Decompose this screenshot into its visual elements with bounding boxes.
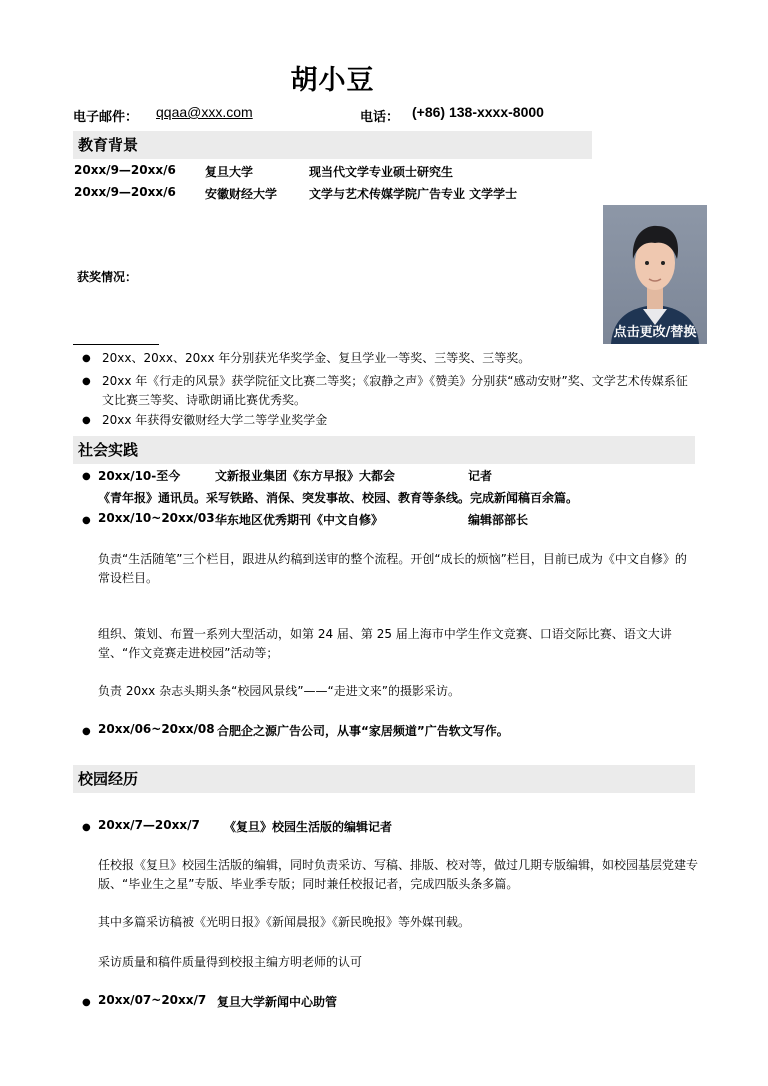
email-value[interactable]: qqaa@xxx.com [156, 104, 253, 120]
campus-title: 校园经历 [78, 770, 139, 788]
campus-period: 20xx/07~20xx/7 [98, 993, 207, 1007]
bullet-icon: ● [82, 376, 91, 387]
email-label: 电子邮件： [73, 110, 139, 125]
edu-period: 20xx/9—20xx/6 [74, 185, 176, 199]
bullet-icon: ● [82, 471, 91, 482]
practice-text: 合肥企之源广告公司，从事“家居频道”广告软文写作。 [217, 724, 509, 738]
edu-school: 安徽财经大学 [205, 187, 278, 201]
practice-title: 社会实践 [78, 441, 139, 459]
education-header [73, 131, 592, 159]
practice-header [73, 436, 695, 464]
practice-org: 文新报业集团《东方早报》大都会 [215, 469, 396, 483]
practice-role: 记者 [468, 469, 493, 483]
bullet-icon: ● [82, 822, 91, 833]
profile-photo[interactable] [603, 205, 707, 344]
bullet-icon: ● [82, 997, 91, 1008]
campus-role: 《复旦》校园生活版的编辑记者 [224, 820, 393, 834]
campus-paragraph: 任校报《复旦》校园生活版的编辑，同时负责采访、写稿、排版、校对等，做过几期专版编辑，如校园基层党建专版、“毕业生之星”专版、毕业季专版；同时兼任校报记者，完成四版头条多篇。 [98, 858, 699, 891]
award-item: 20xx 年获得安徽财经大学二等学业奖学金 [102, 413, 328, 427]
practice-paragraph: 负责“生活随笔”三个栏目，跟进从约稿到送审的整个流程。开创“成长的烦恼”栏目，目前已成为《中文自修》的常设栏目。 [98, 552, 687, 585]
campus-header [73, 765, 695, 793]
resume-name: 胡小豆 [290, 65, 375, 96]
awards-label: 获奖情况： [77, 270, 138, 284]
campus-paragraph: 采访质量和稿件质量得到校报主编方明老师的认可 [98, 955, 363, 969]
edu-period: 20xx/9—20xx/6 [74, 163, 176, 177]
education-row [0, 163, 600, 179]
award-item: 20xx、20xx、20xx 年分别获光华奖学金、复旦学业一等奖、三等奖、三等奖。 [102, 351, 531, 365]
phone-value: (+86) 138-xxxx-8000 [412, 104, 544, 120]
edu-major: 现当代文学专业硕士研究生 [309, 165, 454, 179]
photo-caption[interactable]: 点击更改/替换 [613, 325, 697, 340]
practice-org: 华东地区优秀期刊《中文自修》 [215, 513, 384, 527]
campus-role: 复旦大学新闻中心助管 [217, 995, 338, 1009]
bullet-icon: ● [82, 353, 91, 364]
practice-paragraph: 负责 20xx 杂志头期头条“校园风景线”——“走进文来”的摄影采访。 [98, 684, 460, 698]
edu-school: 复旦大学 [205, 165, 254, 179]
education-row [0, 185, 600, 201]
practice-period: 20xx/06~20xx/08 [98, 722, 215, 736]
education-title: 教育背景 [78, 136, 139, 154]
phone-label: 电话： [360, 110, 400, 125]
divider [73, 344, 159, 345]
campus-paragraph: 其中多篇采访稿被《光明日报》《新闻晨报》《新民晚报》等外媒刊载。 [98, 915, 471, 929]
practice-period: 20xx/10-至今 [98, 469, 181, 483]
bullet-icon: ● [82, 515, 91, 526]
practice-role: 编辑部部长 [468, 513, 529, 527]
practice-desc: 《青年报》通讯员。采写铁路、消保、突发事故、校园、教育等条线。完成新闻稿百余篇。 [98, 491, 579, 505]
bullet-icon: ● [82, 726, 91, 737]
practice-paragraph: 组织、策划、布置一系列大型活动，如第 24 届、第 25 届上海市中学生作文竞赛、口语交际比赛、语文大讲堂、“作文竞赛走进校园”活动等； [98, 627, 672, 660]
edu-major: 文学与艺术传媒学院广告专业 文学学士 [309, 187, 518, 201]
award-item: 20xx 年《行走的风景》获学院征文比赛二等奖；《寂静之声》《赞美》分别获“感动安财”奖、文学艺术传媒系征文比赛三等奖、诗歌朗诵比赛优秀奖。 [102, 374, 688, 407]
practice-period: 20xx/10~20xx/03 [98, 511, 215, 525]
bullet-icon: ● [82, 415, 91, 426]
campus-period: 20xx/7—20xx/7 [98, 818, 200, 832]
